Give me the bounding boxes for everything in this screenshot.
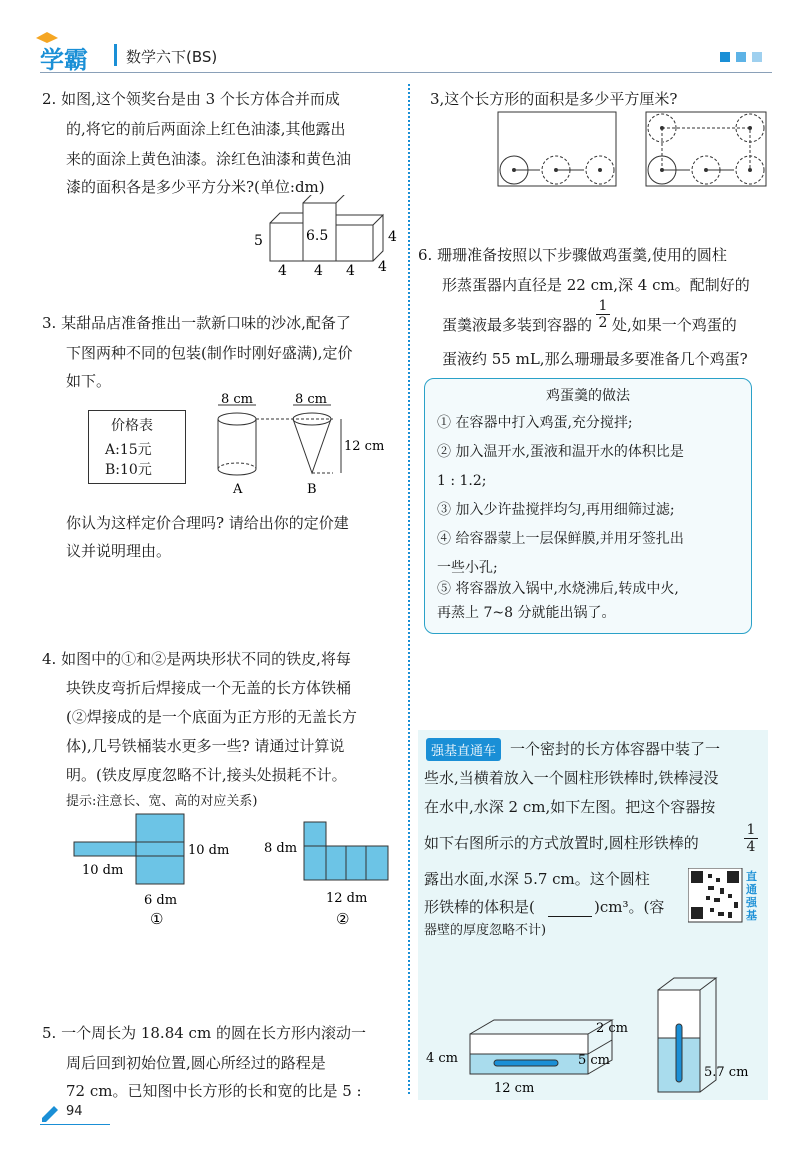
dim-width-1: 4	[278, 263, 287, 279]
q6-line: 蛋羹液最多装到容器的	[442, 316, 593, 334]
answer-blank[interactable]	[548, 916, 592, 917]
sheet1-depth: 6 dm	[144, 893, 178, 908]
bonus-line: )cm³。(容	[594, 898, 665, 916]
packaging-figure	[205, 393, 385, 503]
book-subject: 数学六下(BS)	[126, 48, 218, 66]
q6-line: 形蒸蛋器内直径是 22 cm,深 4 cm。配制好的	[442, 276, 750, 294]
fig-water-depth: 2 cm	[596, 1021, 629, 1036]
dim-right-height: 4	[388, 229, 397, 245]
q3-line: 下图两种不同的包装(制作时刚好盛满),定价	[66, 344, 353, 362]
dim-left-height: 5	[254, 233, 263, 249]
sheet2-height: 8 dm	[264, 841, 298, 856]
bonus-frac-den: 4	[744, 838, 758, 855]
sheet1-width: 10 dm	[82, 863, 124, 878]
footer-rule	[40, 1124, 110, 1125]
sheet-2-figure	[262, 812, 402, 932]
fig-depth: 5 cm	[578, 1053, 611, 1068]
price-table	[88, 410, 186, 484]
q6-line: 6. 珊珊准备按照以下步骤做鸡蛋羹,使用的圆柱	[418, 246, 727, 264]
cone-diameter: 8 cm	[295, 393, 328, 407]
recipe-step: ⑤ 将容器放入锅中,水烧沸后,转成中火,	[437, 581, 679, 597]
cap-icon	[34, 30, 60, 44]
q3-line: 3. 某甜品店准备推出一款新口味的沙冰,配备了	[42, 314, 351, 332]
q5-line: 周后回到初始位置,圆心所经过的路程是	[66, 1054, 326, 1072]
sheet-1-figure	[70, 812, 250, 932]
dim-width-2: 4	[314, 263, 323, 279]
q2-line: 漆的面积各是多少平方分米?(单位:dm)	[66, 178, 325, 196]
bonus-line: 如下右图所示的方式放置时,圆柱形铁棒的	[424, 834, 699, 852]
pencil-icon	[40, 1104, 62, 1122]
fig-width: 12 cm	[494, 1081, 535, 1096]
brand-logo: 学霸	[40, 40, 88, 75]
q3-after: 你认为这样定价合理吗? 请给出你的定价建	[66, 514, 349, 532]
q6-fraction	[596, 298, 610, 331]
qr-label: 直通强基	[746, 870, 757, 922]
bonus-line: 一个密封的长方体容器中装了一	[510, 740, 721, 758]
recipe-step: ④ 给容器蒙上一层保鲜膜,并用牙签扎出	[437, 531, 684, 547]
page-header	[40, 38, 772, 73]
bonus-line: 在水中,水深 2 cm,如下左图。把这个容器按	[424, 798, 716, 816]
bonus-line: 器壁的厚度忽略不计)	[424, 923, 547, 938]
recipe-title: 鸡蛋羹的做法	[546, 388, 630, 404]
podium-figure	[240, 195, 410, 280]
q5-line: 5. 一个周长为 18.84 cm 的圆在长方形内滚动一	[42, 1024, 366, 1042]
dim-mid-height: 6.5	[306, 228, 329, 244]
label-b: B	[307, 482, 317, 497]
q3-line: 如下。	[66, 372, 112, 390]
q6-frac-den: 2	[596, 314, 610, 331]
deco-square	[752, 52, 762, 62]
recipe-step: ① 在容器中打入鸡蛋,充分搅拌;	[437, 415, 633, 431]
bonus-line: 形铁棒的体积是(	[424, 898, 535, 916]
cyl-diameter: 8 cm	[221, 393, 254, 407]
container-figure	[418, 952, 768, 1102]
recipe-step: 一些小孔;	[437, 560, 498, 576]
rolling-circle-figure	[496, 110, 776, 190]
q4-line: (②焊接成的是一个底面为正方形的无盖长方	[66, 708, 357, 726]
dim-width-3: 4	[346, 263, 355, 279]
dim-depth: 4	[378, 259, 387, 275]
price-a: A:15元	[105, 442, 152, 458]
recipe-box	[424, 378, 752, 634]
label-a: A	[233, 482, 243, 497]
q4-line: 块铁皮弯折后焊接成一个无盖的长方体铁桶	[66, 679, 352, 697]
q6-line: 处,如果一个鸡蛋的	[612, 316, 737, 334]
bonus-fraction	[744, 822, 758, 855]
q2-line: 的,将它的前后两面涂上红色油漆,其他露出	[66, 120, 346, 138]
q4-line: 4. 如图中的①和②是两块形状不同的铁皮,将每	[42, 650, 351, 668]
recipe-step: ③ 加入少许盐搅拌均匀,再用细筛过滤;	[437, 502, 675, 518]
page-number: 94	[66, 1104, 83, 1119]
sheet2-label: ②	[336, 910, 350, 928]
recipe-step: ② 加入温开水,蛋液和温开水的体积比是	[437, 444, 684, 460]
price-table-title: 价格表	[111, 418, 153, 434]
bonus-frac-num: 1	[746, 822, 756, 838]
fig-height: 4 cm	[426, 1051, 459, 1066]
sheet1-label: ①	[150, 910, 164, 928]
q6-frac-num: 1	[598, 298, 608, 314]
q4-line: 明。(铁皮厚度忽略不计,接头处损耗不计。	[66, 766, 347, 784]
q5-line: 72 cm。已知图中长方形的长和宽的比是 5 :	[66, 1082, 362, 1100]
recipe-step: 再蒸上 7~8 分就能出锅了。	[437, 605, 616, 621]
sheet1-height: 10 dm	[188, 843, 230, 858]
deco-square	[720, 52, 730, 62]
q4-line: 提示:注意长、宽、高的对应关系)	[66, 794, 258, 809]
fig-right-water: 5.7 cm	[704, 1065, 749, 1080]
q2-line: 2. 如图,这个领奖台是由 3 个长方体合并而成	[42, 90, 340, 108]
q6-line: 蛋液约 55 mL,那么珊珊最多要准备几个鸡蛋?	[442, 350, 748, 368]
price-b: B:10元	[105, 462, 152, 478]
deco-square	[736, 52, 746, 62]
header-divider	[114, 44, 117, 66]
bonus-line: 露出水面,水深 5.7 cm。这个圆柱	[424, 870, 650, 888]
q4-line: 体),几号铁桶装水更多一些? 请通过计算说	[66, 737, 345, 755]
recipe-step: 1 : 1.2;	[437, 473, 487, 489]
q3-after: 议并说明理由。	[66, 542, 172, 560]
container-height: 12 cm	[344, 439, 385, 454]
q2-line: 来的面涂上黄色油漆。涂红色油漆和黄色油	[66, 150, 352, 168]
sheet2-width: 12 dm	[326, 891, 368, 906]
bonus-section	[418, 730, 768, 1100]
q5-continued: 3,这个长方形的面积是多少平方厘米?	[430, 90, 678, 108]
bonus-line: 些水,当横着放入一个圆柱形铁棒时,铁棒浸没	[424, 769, 719, 787]
bonus-tag: 强基直通车	[426, 738, 501, 761]
